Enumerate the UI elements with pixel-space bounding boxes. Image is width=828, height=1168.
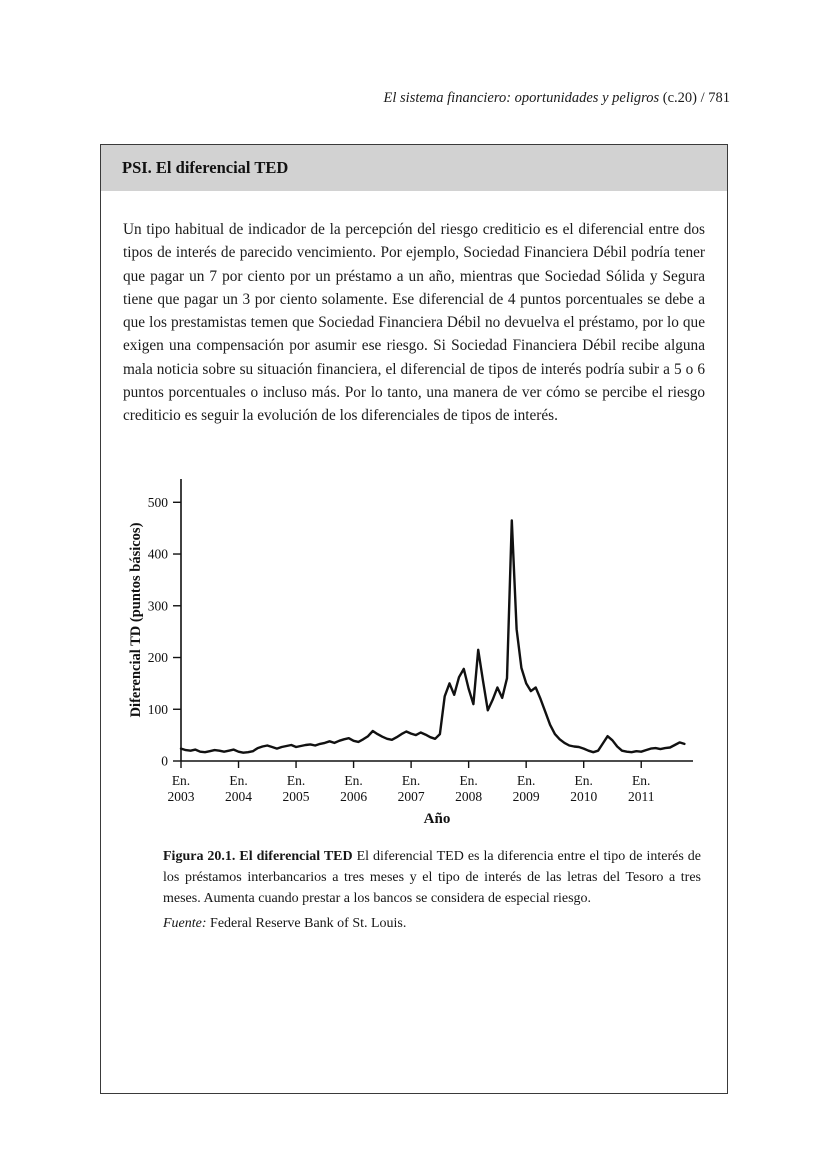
ted-spread-chart <box>115 463 715 811</box>
ted-spread-line <box>181 521 684 753</box>
x-tick-label-prefix: En. <box>286 773 306 789</box>
x-tick-label-year: 2004 <box>225 789 253 805</box>
figure-caption-label: Figura 20.1. El diferencial TED <box>163 849 353 865</box>
x-tick-label-prefix: En. <box>229 773 248 789</box>
x-tick-label-prefix: En. <box>459 773 478 789</box>
psi-box-title: PSI. El diferencial TED <box>122 158 289 177</box>
running-header-page-number: (c.20) / 781 <box>659 90 730 106</box>
psi-box <box>100 144 728 1094</box>
figure-source <box>163 916 701 932</box>
figure-source-text: Federal Reserve Bank of St. Louis. <box>206 916 407 932</box>
figure-source-label: Fuente: <box>163 916 207 932</box>
y-tick-label: 0 <box>161 753 168 769</box>
x-tick-label-prefix: En. <box>401 773 421 789</box>
x-tick-label-year: 2009 <box>512 789 540 805</box>
psi-box-header-bar <box>101 145 727 191</box>
x-tick-label-year: 2006 <box>340 789 368 805</box>
x-tick-label-year: 2007 <box>397 789 425 805</box>
x-tick-label-prefix: En. <box>344 773 363 789</box>
y-axis-label: Diferencial TD (puntos básicos) <box>128 522 144 718</box>
running-header-title: El sistema financiero: oportunidades y peligros <box>383 90 660 106</box>
figure-caption-text: El diferencial TED es la diferencia entre el tipo de interés de los préstamos interbancarios a tres meses y el tipo de interés de las letras del Tesoro a tres meses. Aumenta cuando prestar a los bancos se considera de especial riesgo. <box>163 849 701 907</box>
x-tick-label-prefix: En. <box>574 773 593 789</box>
y-tick-label: 100 <box>147 702 168 718</box>
y-tick-label: 200 <box>147 650 168 666</box>
x-axis-label: Año <box>423 811 451 828</box>
running-header <box>0 90 730 107</box>
figure-caption <box>163 846 701 909</box>
x-tick-label-year: 2011 <box>627 789 655 805</box>
x-tick-label-prefix: En. <box>632 773 651 789</box>
x-tick-label-year: 2010 <box>570 789 598 805</box>
y-tick-label: 500 <box>147 495 168 511</box>
ted-chart-svg <box>115 463 715 808</box>
x-tick-label-prefix: En. <box>171 773 191 789</box>
x-tick-label-year: 2003 <box>167 789 195 805</box>
x-tick-label-year: 2005 <box>282 789 310 805</box>
psi-body-paragraph: Un tipo habitual de indicador de la percepción del riesgo crediticio es el diferencial entre dos tipos de interés de parecido vencimiento. Por ejemplo, Sociedad Financiera Débil podría tener que pagar un 7 por ciento por un préstamo a un año, mientras que Sociedad Sólida y Segura tiene que pagar un 3 por ciento solamente. Ese diferencial de 4 puntos porcentuales se debe a que los prestamistas temen que Sociedad Financiera Débil no devuelva el préstamo, por lo que exigen una compensación por asumir ese riesgo. Si Sociedad Financiera Débil recibe alguna mala noticia sobre su situación financiera, el diferencial de tipos de interés podría subir a 5 o 6 puntos porcentuales o incluso más. Por lo tanto, una manera de ver cómo se percibe el riesgo crediticio es seguir la evolución de los diferenciales de tipos de interés. <box>123 221 705 424</box>
y-tick-label: 400 <box>147 546 168 562</box>
x-tick-label-prefix: En. <box>516 773 536 789</box>
y-tick-label: 300 <box>147 598 168 614</box>
x-tick-label-year: 2008 <box>455 789 483 805</box>
